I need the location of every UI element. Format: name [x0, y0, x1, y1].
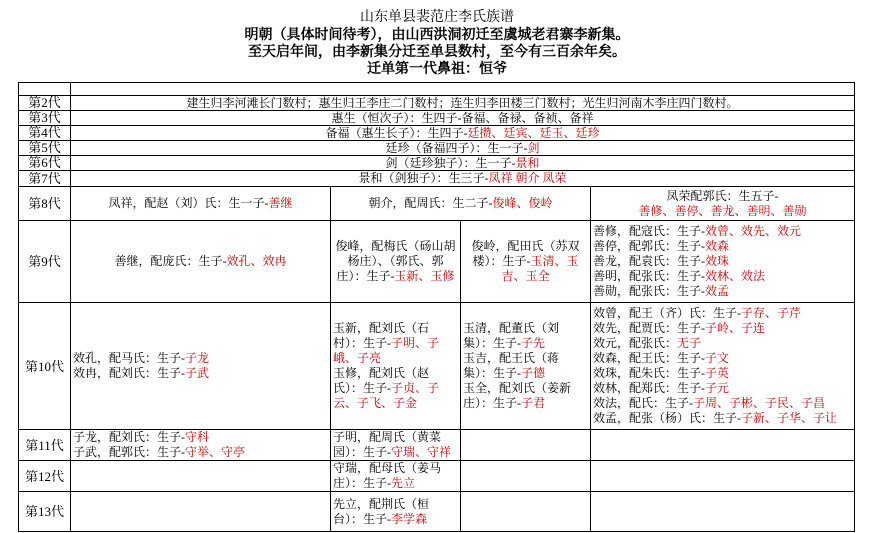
header-subtitle-3: 迁单第一代鼻祖：恒爷 [367, 62, 507, 77]
generation-label: 第12代 [19, 461, 71, 492]
family-record [593, 381, 852, 396]
text-run: 玉吉，配王氏（蒋集）：生子- [463, 351, 560, 380]
family-cell [71, 156, 855, 171]
table-row-gen5 [19, 141, 855, 156]
descendant-name: 守瑞、守祥 [391, 445, 452, 459]
generation-label: 第11代 [19, 430, 71, 461]
generation-label: 第10代 [19, 303, 71, 430]
family-record [593, 269, 852, 284]
text-run: 效冉，配刘氏：生子- [73, 366, 185, 380]
family-cell [591, 221, 855, 303]
text-run: 效孟，配张（杨）氏：生子- [593, 411, 741, 425]
text-run: 效林，配郑氏：生子- [593, 381, 705, 395]
family-record [593, 336, 852, 351]
generation-label: 第8代 [19, 187, 71, 221]
text-run: 子龙，配刘氏：生子- [73, 430, 185, 444]
descendant-name: 效曾、效先、效元 [705, 224, 802, 238]
text-run: 守瑞，配母氏（姜马庄）：生子- [333, 461, 442, 490]
table-row-gen13 [19, 492, 855, 532]
empty-cell [591, 430, 855, 461]
family-record [333, 366, 458, 411]
empty-cell [71, 461, 331, 492]
text-run: 善勋，配张氏：生子- [593, 284, 705, 298]
table-row-gen12 [19, 461, 855, 492]
text-run: 效元，配张氏： [593, 336, 678, 350]
table-row-spacer [19, 83, 855, 96]
text-run: 效孔，配马氏：生子- [73, 351, 185, 365]
genealogy-table [18, 82, 855, 532]
generation-label: 第3代 [19, 111, 71, 126]
family-cell [331, 303, 461, 430]
generation-label: 第9代 [19, 221, 71, 303]
empty-cell [591, 492, 855, 532]
descendant-name: 子先 [521, 336, 546, 350]
descendant-name: 子周、子彬、子民、子昌 [693, 396, 826, 410]
family-cell [461, 221, 591, 303]
descendant-name: 李学森 [391, 511, 428, 526]
table-row-gen3 [19, 111, 855, 126]
empty-cell [591, 461, 855, 492]
descendant-name: 玉清、玉吉、玉全 [501, 254, 579, 283]
family-record [73, 445, 328, 460]
text-run: 效珠，配朱氏：生子- [593, 366, 705, 380]
family-record [593, 321, 852, 336]
descendant-name: 守科 [185, 430, 210, 444]
text-run: 剑（廷珍独子）：生一子- [385, 156, 516, 170]
descendant-name: 子君 [521, 396, 546, 410]
family-cell [71, 221, 331, 303]
text-run: 建生归李河滩长门数村；惠生归王李庄二门数村；连生归李田楼三门数村；光生归河南木李庄四门数村。 [186, 96, 739, 110]
descendant-name: 玉新、玉修 [394, 269, 455, 283]
family-cell [71, 126, 855, 141]
family-record [593, 239, 852, 254]
text-run: 玉清，配董氏（刘集）：生子- [463, 321, 560, 350]
generation-label: 第6代 [19, 156, 71, 171]
empty-cell [71, 83, 855, 96]
descendant-name: 子文 [705, 351, 730, 365]
family-cell [71, 187, 331, 221]
header-subtitle-1: 明朝（具体时间待考），由山西洪洞初迁至虞城老君寨李新集。 [244, 28, 630, 43]
page-title: 山东单县裴范庄李氏族谱 [360, 10, 514, 25]
descendant-name: 效孔、效冉 [226, 254, 287, 268]
table-row-gen2 [19, 96, 855, 111]
descendant-name: 善修、善停、善龙、善明、善勋 [638, 203, 807, 218]
family-cell [331, 492, 461, 532]
descendant-name: 善继 [268, 196, 293, 210]
family-record [73, 430, 328, 445]
family-record [593, 306, 852, 321]
text-run: 善明，配张氏：生子- [593, 269, 705, 283]
descendant-name: 子存、子芹 [741, 306, 802, 320]
text-run: 玉修，配刘氏（赵氏）：生子- [333, 366, 430, 395]
descendant-name: 凤祥 朝介 凤荣 [488, 171, 567, 185]
table-row-gen9 [19, 221, 855, 303]
descendant-name: 守举、守亭 [185, 445, 246, 459]
text-run: 善龙，配袁氏：生子- [593, 254, 705, 268]
table-row-gen6 [19, 156, 855, 171]
text-run: 备福（惠生长子）：生四子- [325, 126, 468, 140]
text-run: 先立，配荆氏（桓台）：生子- [333, 496, 430, 526]
empty-cell [461, 492, 591, 532]
family-cell [591, 187, 855, 221]
descendant-name: 效珠 [705, 254, 730, 268]
family-cell [331, 461, 461, 492]
table-row-gen4 [19, 126, 855, 141]
family-record [593, 351, 852, 366]
family-cell [71, 303, 331, 430]
descendant-name: 效林、效法 [705, 269, 766, 283]
descendant-name: 子明、子峨、子亮 [333, 336, 440, 365]
text-run: 惠生（恒次子）：生四子-备福、备禄、备祯、备祥 [331, 111, 594, 125]
generation-label: 第4代 [19, 126, 71, 141]
text-run: 善停，配郭氏：生子- [593, 239, 705, 253]
descendant-name: 剑 [527, 141, 540, 155]
table-row-gen7 [19, 171, 855, 187]
family-cell [331, 221, 461, 303]
text-run: 凤荣配郭氏：生五子- [666, 188, 779, 203]
family-record [333, 321, 458, 366]
family-record [463, 351, 588, 381]
family-record [593, 366, 852, 381]
descendant-name: 子岭、子连 [705, 321, 766, 335]
text-run: 子武，配郭氏：生子- [73, 445, 185, 459]
empty-cell [71, 492, 331, 532]
table-row-gen10 [19, 303, 855, 430]
generation-label: 第13代 [19, 492, 71, 532]
text-run: 效曾，配王（齐）氏：生子- [593, 306, 741, 320]
text-run: 子明，配周氏（黄菜园）：生子- [333, 430, 442, 459]
family-cell [71, 171, 855, 187]
family-cell [331, 430, 461, 461]
header-subtitle-2: 至天启年间，由李新集分迁至单县数村，至今有三百余年矣。 [248, 45, 626, 60]
generation-label: 第7代 [19, 171, 71, 187]
descendant-name: 子英 [705, 366, 730, 380]
text-run: 玉新，配刘氏（石村）：生子- [333, 321, 430, 350]
descendant-name: 景和 [515, 156, 540, 170]
family-cell [71, 141, 855, 156]
text-run: 凤祥，配赵（刘）氏：生一子- [108, 196, 269, 210]
family-cell [71, 96, 855, 111]
family-record [593, 284, 852, 299]
generation-label-cell [19, 83, 71, 96]
descendant-name: 效孟 [705, 284, 730, 298]
text-run: 效森，配王氏：生子- [593, 351, 705, 365]
descendant-name: 先立 [391, 476, 416, 490]
family-record [463, 381, 588, 411]
generation-label: 第2代 [19, 96, 71, 111]
text-run: 效先，配贾氏：生子- [593, 321, 705, 335]
descendant-name: 效森 [705, 239, 730, 253]
table-row-gen8 [19, 187, 855, 221]
family-record [73, 351, 328, 366]
empty-cell [461, 430, 591, 461]
text-run: 善修，配寇氏：生子- [593, 224, 705, 238]
text-run: 俊岭，配田氏（苏双楼）：生子- [471, 239, 580, 268]
page-header [0, 0, 874, 78]
family-record [463, 321, 588, 351]
text-run: 玉全，配刘氏（姜新庄）：生子- [463, 381, 572, 410]
descendant-name: 俊峰、俊岭 [492, 196, 553, 210]
family-record [593, 224, 852, 239]
family-cell [71, 111, 855, 126]
family-record [73, 366, 328, 381]
family-record [593, 411, 852, 426]
text-run: 俊峰，配梅氏（砀山胡杨庄）、（郭氏、郭庄）：生子- [335, 239, 456, 283]
family-record [593, 254, 852, 269]
family-cell [331, 187, 591, 221]
family-cell [591, 303, 855, 430]
table-row-gen11 [19, 430, 855, 461]
empty-cell [461, 461, 591, 492]
text-run: 朝介，配周氏：生二子- [368, 196, 493, 210]
text-run: 景和（剑独子）：生三子- [358, 171, 489, 185]
descendant-name: 子德 [521, 366, 546, 380]
family-cell [71, 430, 331, 461]
descendant-name: 子元 [705, 381, 730, 395]
family-cell [461, 303, 591, 430]
descendant-name: 子贞、子云、子飞、子金 [333, 381, 440, 410]
text-run: 善继，配庞氏：生子- [114, 254, 227, 268]
generation-label: 第5代 [19, 141, 71, 156]
descendant-name: 无子 [677, 336, 702, 350]
descendant-name: 子武 [185, 366, 210, 380]
descendant-name: 廷攒、廷宾、廷玉、廷珍 [467, 126, 600, 140]
descendant-name: 子新、子华、子让 [741, 411, 838, 425]
text-run: 廷珍（备福四子）：生一子- [385, 141, 528, 155]
family-record [593, 396, 852, 411]
descendant-name: 子龙 [185, 351, 210, 365]
text-run: 效法，配氏：生子- [593, 396, 693, 410]
